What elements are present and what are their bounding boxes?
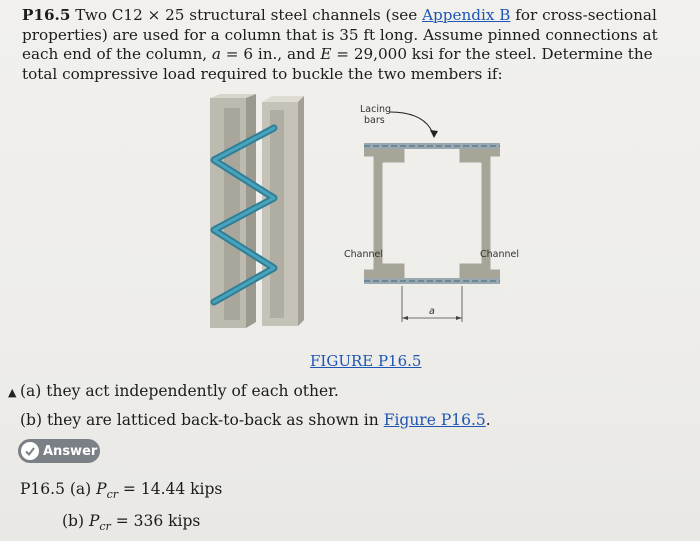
channel-label-left: Channel xyxy=(344,249,384,260)
var-e: E xyxy=(320,45,332,63)
answer-a-var: P xyxy=(96,480,107,498)
figure-p16-5 xyxy=(200,90,540,340)
lacing-label-line2: bars xyxy=(364,115,385,126)
var-a: a xyxy=(211,45,221,63)
problem-text-4: = 29,000 ksi for the steel. Determine the total compressive load required to buckle the two members if: xyxy=(22,45,653,83)
problem-number: P16.5 xyxy=(22,6,71,24)
channel-label-right: Channel xyxy=(480,249,520,260)
lacing-label-line1: Lacing xyxy=(360,104,392,115)
column-illustration xyxy=(200,90,540,340)
answer-a xyxy=(20,480,222,501)
answer-button[interactable] xyxy=(18,439,100,463)
appendix-b-link[interactable]: Appendix B xyxy=(422,6,511,24)
answer-a-prefix: P16.5 (a) xyxy=(20,480,97,498)
problem-text-3: = 6 in., and xyxy=(220,45,321,63)
answer-a-sub: cr xyxy=(106,488,118,502)
answer-button-label: Answer xyxy=(43,443,98,459)
answer-b xyxy=(62,512,200,533)
cross-section-drawing xyxy=(364,112,500,322)
checkmark-icon xyxy=(21,442,39,460)
figure-caption-link[interactable]: FIGURE P16.5 xyxy=(310,352,422,370)
answer-b-sub: cr xyxy=(99,520,111,534)
dimension-a-label: a xyxy=(429,306,435,317)
answer-b-value: = 336 kips xyxy=(110,512,201,530)
answer-a-value: = 14.44 kips xyxy=(118,480,223,498)
answer-b-var: P xyxy=(88,512,100,530)
figure-p16-5-link[interactable]: Figure P16.5 xyxy=(383,411,486,429)
column-3d-drawing xyxy=(210,94,304,328)
problem-statement xyxy=(22,6,692,84)
part-b-end: . xyxy=(485,411,491,429)
part-a-text: (a) they act independently of each other. xyxy=(20,382,339,400)
problem-text-1: Two C12 × 25 structural steel channels (see xyxy=(70,6,423,24)
part-b-text: (b) they are latticed back-to-back as shown in xyxy=(20,411,384,429)
part-b xyxy=(20,411,491,429)
problem-text-2: for cross-sectional properties) are used for a column that is 35 ft long. Assume pinned connections at each end of the column, xyxy=(22,6,658,63)
cursor-arrow-icon: ▲ xyxy=(8,386,17,399)
answer-b-prefix: (b) xyxy=(62,512,89,530)
